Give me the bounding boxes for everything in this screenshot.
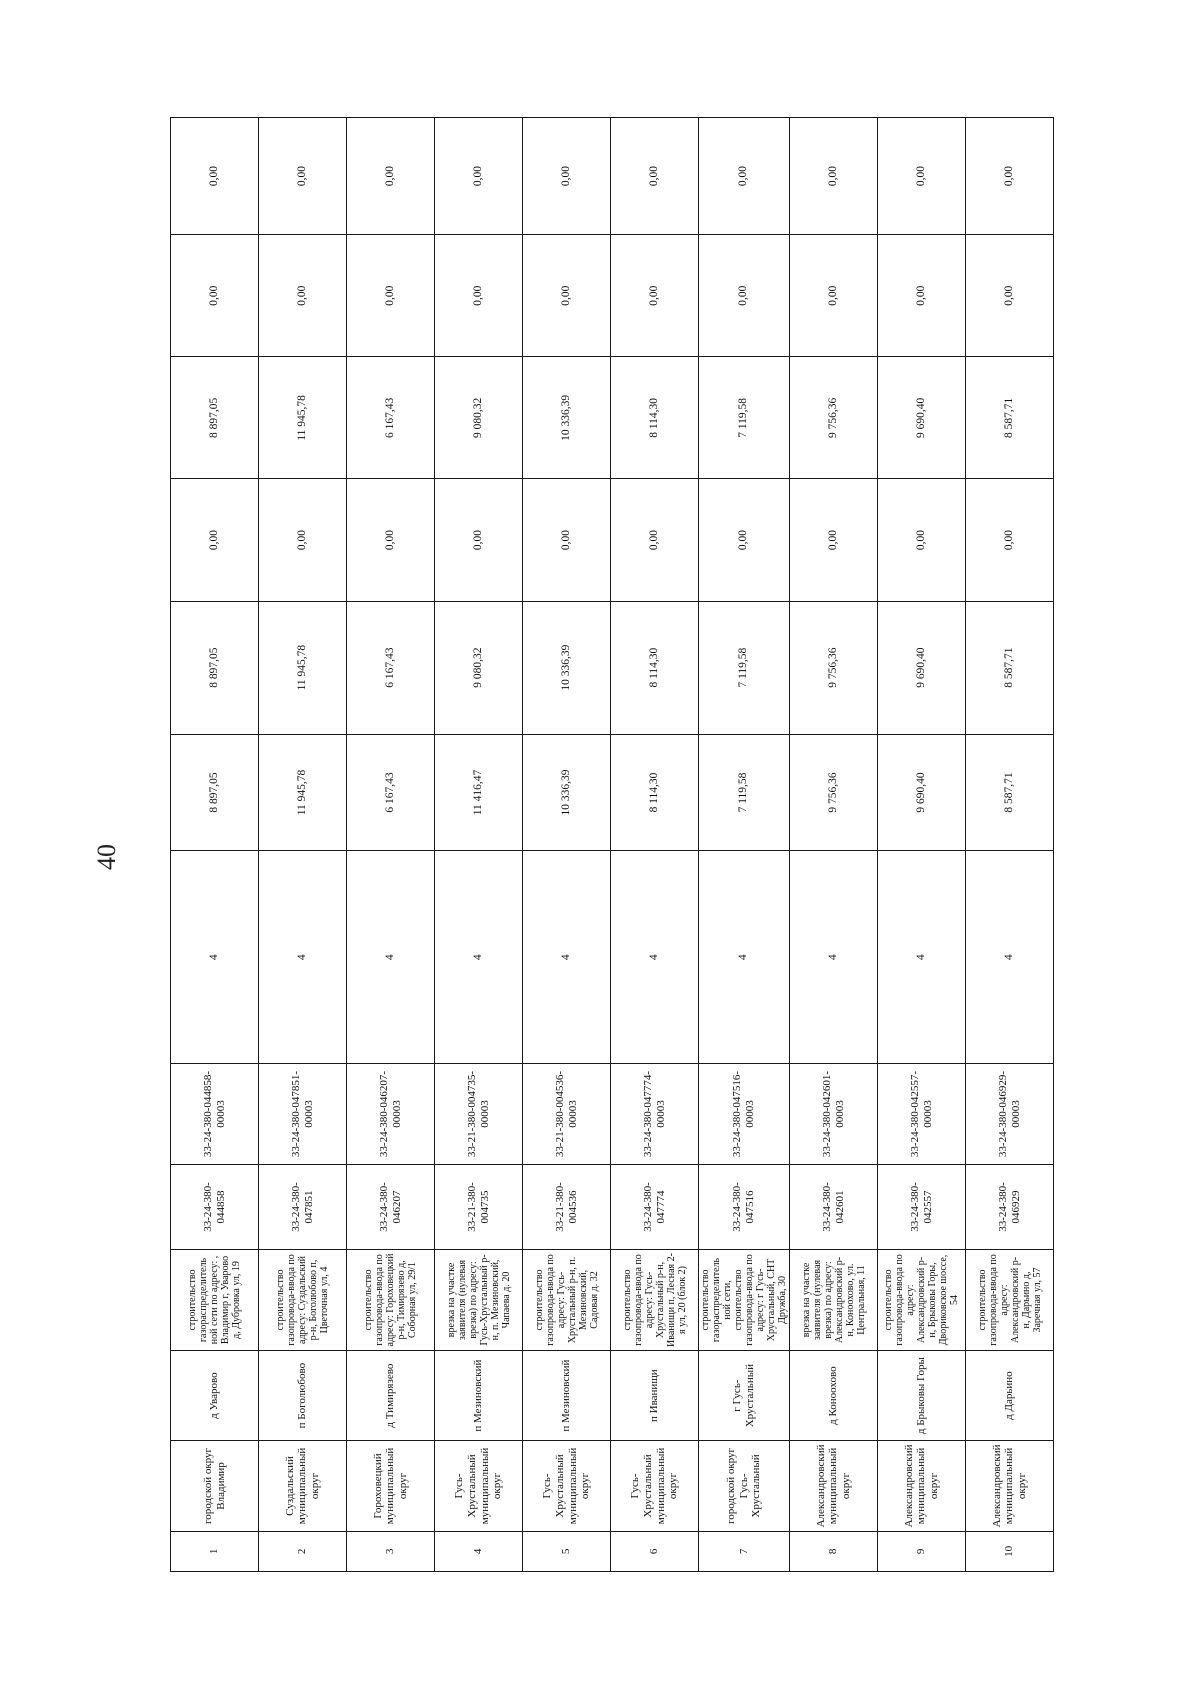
work-description-cell: строительство газопровода-ввода по адресу: Гусь-Хрустальный р-н, Иванищи п, Лесная 2-я ул, 20 (блок 2) [611, 1250, 699, 1351]
category-cell: 4 [878, 851, 966, 1064]
amount-extra-2-cell: 0,00 [523, 118, 611, 235]
table-row [966, 118, 1054, 1572]
table-row [523, 118, 611, 1572]
work-description-cell: строительство газопровода-ввода по адресу: Александровский р-н, Брыковы Горы, Двориковское шоссе, 54 [878, 1250, 966, 1351]
row-number-cell: 5 [523, 1531, 611, 1571]
amount-total-cell: 6 167,43 [347, 734, 435, 851]
amount-zero-cell: 0,00 [790, 479, 878, 601]
object-full-code-cell: 33-24-380-047516-00003 [699, 1064, 790, 1165]
district-cell: Суздальский муниципальный округ [259, 1441, 347, 1531]
settlement-cell: д Уварово [171, 1350, 259, 1440]
row-number-cell: 2 [259, 1531, 347, 1571]
object-full-code-cell: 33-24-380-047851-00003 [259, 1064, 347, 1165]
object-full-code-cell: 33-24-380-042557-00003 [878, 1064, 966, 1165]
amount-cost-cell: 7 119,58 [699, 601, 790, 734]
object-code-cell: 33-24-380-046929 [966, 1164, 1054, 1249]
table-row [171, 118, 259, 1572]
table-row [347, 118, 435, 1572]
category-cell: 4 [790, 851, 878, 1064]
amount-zero-cell: 0,00 [611, 479, 699, 601]
amount-extra-2-cell: 0,00 [611, 118, 699, 235]
work-description-cell: строительство газопровода-ввода по адресу: Александровский р-н, Дарьино д, Заречная ул, 57 [966, 1250, 1054, 1351]
amount-extra-2-cell: 0,00 [435, 118, 523, 235]
amount-cost-cell: 9 080,32 [435, 601, 523, 734]
object-code-cell: 33-24-380-046207 [347, 1164, 435, 1249]
settlement-cell: д Тимирязево [347, 1350, 435, 1440]
amount-cost-cell: 8 587,71 [966, 601, 1054, 734]
district-cell: Гороховецкий муниципальный округ [347, 1441, 435, 1531]
settlement-cell: д Брыковы Горы [878, 1350, 966, 1440]
object-full-code-cell: 33-21-380-004735-00003 [435, 1064, 523, 1165]
amount-plan-cell: 7 119,58 [699, 357, 790, 479]
row-number-cell: 7 [699, 1531, 790, 1571]
district-cell: Гусь-Хрустальный муниципальный округ [435, 1441, 523, 1531]
amount-total-cell: 8 587,71 [966, 734, 1054, 851]
page-number: 40 [92, 844, 121, 870]
object-full-code-cell: 33-24-380-042601-00003 [790, 1064, 878, 1165]
amount-total-cell: 7 119,58 [699, 734, 790, 851]
object-code-cell: 33-24-380-047851 [259, 1164, 347, 1249]
district-cell: Александровский муниципальный округ [790, 1441, 878, 1531]
amount-cost-cell: 8 897,05 [171, 601, 259, 734]
table-row [790, 118, 878, 1572]
amount-zero-cell: 0,00 [878, 479, 966, 601]
amount-extra-1-cell: 0,00 [611, 235, 699, 357]
settlement-cell: п Боголюбово [259, 1350, 347, 1440]
category-cell: 4 [435, 851, 523, 1064]
amount-plan-cell: 10 336,39 [523, 357, 611, 479]
object-full-code-cell: 33-21-380-004536-00003 [523, 1064, 611, 1165]
settlement-cell: п Иванищи [611, 1350, 699, 1440]
amount-plan-cell: 8 897,05 [171, 357, 259, 479]
amount-total-cell: 9 756,36 [790, 734, 878, 851]
row-number-cell: 8 [790, 1531, 878, 1571]
amount-cost-cell: 9 756,36 [790, 601, 878, 734]
work-description-cell: строительство газораспределитель ной сети по адресу: , Владимир г, Уварово д, Дубровка ул, 19 [171, 1250, 259, 1351]
settlement-cell: п Мезиновский [523, 1350, 611, 1440]
table-row [435, 118, 523, 1572]
category-cell: 4 [611, 851, 699, 1064]
settlement-cell: г Гусь-Хрустальный [699, 1350, 790, 1440]
amount-zero-cell: 0,00 [435, 479, 523, 601]
work-description-cell: строительство газопровода-ввода по адресу: Суздальский р-н, Боголюбово п, Цветочная ул, 4 [259, 1250, 347, 1351]
table-row [611, 118, 699, 1572]
row-number-cell: 9 [878, 1531, 966, 1571]
amount-extra-1-cell: 0,00 [259, 235, 347, 357]
settlement-cell: д Дарьино [966, 1350, 1054, 1440]
amount-extra-2-cell: 0,00 [699, 118, 790, 235]
amount-plan-cell: 8 587,71 [966, 357, 1054, 479]
row-number-cell: 10 [966, 1531, 1054, 1571]
amount-zero-cell: 0,00 [259, 479, 347, 601]
amount-extra-1-cell: 0,00 [347, 235, 435, 357]
amount-extra-1-cell: 0,00 [171, 235, 259, 357]
amount-extra-1-cell: 0,00 [699, 235, 790, 357]
amount-total-cell: 8 897,05 [171, 734, 259, 851]
object-code-cell: 33-24-380-042601 [790, 1164, 878, 1249]
category-cell: 4 [259, 851, 347, 1064]
amount-zero-cell: 0,00 [966, 479, 1054, 601]
district-cell: Александровский муниципальный округ [878, 1441, 966, 1531]
amount-zero-cell: 0,00 [699, 479, 790, 601]
object-code-cell: 33-24-380-042557 [878, 1164, 966, 1249]
amount-total-cell: 11 945,78 [259, 734, 347, 851]
amount-extra-2-cell: 0,00 [171, 118, 259, 235]
amount-extra-2-cell: 0,00 [347, 118, 435, 235]
amount-cost-cell: 6 167,43 [347, 601, 435, 734]
district-cell: городской округ Владимир [171, 1441, 259, 1531]
amount-extra-1-cell: 0,00 [435, 235, 523, 357]
row-number-cell: 1 [171, 1531, 259, 1571]
category-cell: 4 [966, 851, 1054, 1064]
district-cell: Александровский муниципальный округ [966, 1441, 1054, 1531]
settlement-cell: д Коноохово [790, 1350, 878, 1440]
table-row [259, 118, 347, 1572]
row-number-cell: 4 [435, 1531, 523, 1571]
amount-zero-cell: 0,00 [523, 479, 611, 601]
amount-total-cell: 9 690,40 [878, 734, 966, 851]
amount-extra-1-cell: 0,00 [523, 235, 611, 357]
district-cell: городской округ Гусь-Хрустальный [699, 1441, 790, 1531]
work-description-cell: врезка на участке заявителя (нулевая врезка) по адресу: Александровский р-н, Коноохово, ул. Центральная, 11 [790, 1250, 878, 1351]
table-row [878, 118, 966, 1572]
amount-total-cell: 8 114,30 [611, 734, 699, 851]
amount-cost-cell: 10 336,39 [523, 601, 611, 734]
row-number-cell: 3 [347, 1531, 435, 1571]
object-full-code-cell: 33-24-380-046207-00003 [347, 1064, 435, 1165]
amount-plan-cell: 9 080,32 [435, 357, 523, 479]
category-cell: 4 [171, 851, 259, 1064]
amount-cost-cell: 9 690,40 [878, 601, 966, 734]
data-table [170, 117, 1054, 1572]
district-cell: Гусь-Хрустальный муниципальный округ [523, 1441, 611, 1531]
category-cell: 4 [523, 851, 611, 1064]
amount-plan-cell: 9 756,36 [790, 357, 878, 479]
amount-extra-1-cell: 0,00 [790, 235, 878, 357]
settlement-cell: п Мезиновский [435, 1350, 523, 1440]
row-number-cell: 6 [611, 1531, 699, 1571]
amount-plan-cell: 9 690,40 [878, 357, 966, 479]
object-code-cell: 33-24-380-047774 [611, 1164, 699, 1249]
amount-zero-cell: 0,00 [347, 479, 435, 601]
amount-cost-cell: 8 114,30 [611, 601, 699, 734]
amount-extra-2-cell: 0,00 [790, 118, 878, 235]
work-description-cell: строительство газопровода-ввода по адресу: Гороховецкий р-н, Тимирязево д, Соборная ул, 29/1 [347, 1250, 435, 1351]
category-cell: 4 [699, 851, 790, 1064]
amount-extra-2-cell: 0,00 [878, 118, 966, 235]
amount-total-cell: 11 416,47 [435, 734, 523, 851]
amount-plan-cell: 8 114,30 [611, 357, 699, 479]
category-cell: 4 [347, 851, 435, 1064]
amount-total-cell: 10 336,39 [523, 734, 611, 851]
object-full-code-cell: 33-24-380-044858-00003 [171, 1064, 259, 1165]
amount-extra-1-cell: 0,00 [966, 235, 1054, 357]
object-full-code-cell: 33-24-380-046929-00003 [966, 1064, 1054, 1165]
amount-plan-cell: 11 945,78 [259, 357, 347, 479]
amount-extra-1-cell: 0,00 [878, 235, 966, 357]
work-description-cell: врезка на участке заявителя (нулевая врезка) по адресу: Гусь-Хрустальный р-н, п. Мезиновский, Чапаева д. 20 [435, 1250, 523, 1351]
object-code-cell: 33-21-380-004735 [435, 1164, 523, 1249]
object-code-cell: 33-24-380-047516 [699, 1164, 790, 1249]
amount-zero-cell: 0,00 [171, 479, 259, 601]
table-row [699, 118, 790, 1572]
rotated-table-frame [170, 117, 1050, 1572]
object-code-cell: 33-21-380-004536 [523, 1164, 611, 1249]
amount-cost-cell: 11 945,78 [259, 601, 347, 734]
work-description-cell: строительство газопровода-ввода по адресу: Гусь-Хрустальный р-н, п. Мезиновский, Садовая д. 32 [523, 1250, 611, 1351]
amount-plan-cell: 6 167,43 [347, 357, 435, 479]
work-description-cell: строительство газораспределитель ной сети, строительство газопровода-ввода по адресу: г Гусь-Хрустальный, СНТ Дружба, 30 [699, 1250, 790, 1351]
district-cell: Гусь-Хрустальный муниципальный округ [611, 1441, 699, 1531]
amount-extra-2-cell: 0,00 [259, 118, 347, 235]
object-code-cell: 33-24-380-044858 [171, 1164, 259, 1249]
amount-extra-2-cell: 0,00 [966, 118, 1054, 235]
object-full-code-cell: 33-24-380-047774-00003 [611, 1064, 699, 1165]
